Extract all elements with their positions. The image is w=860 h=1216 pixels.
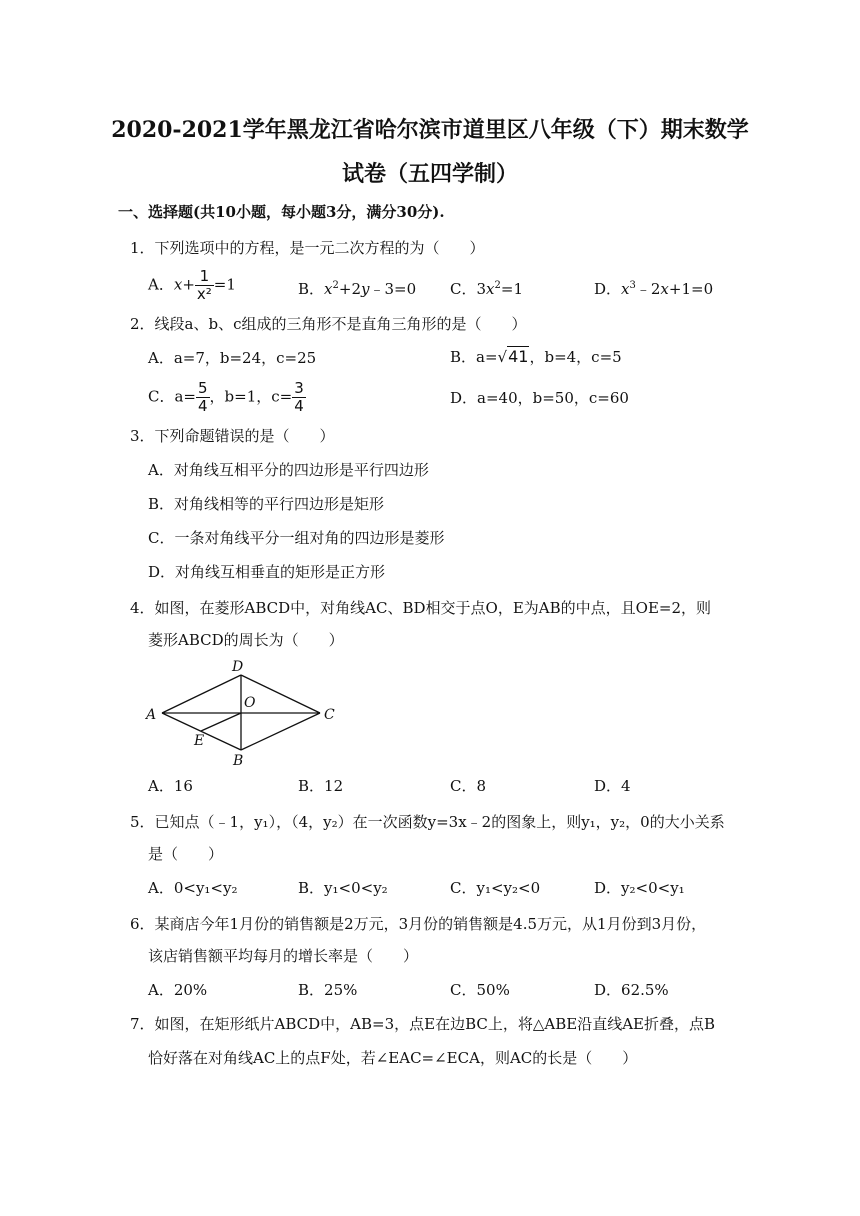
label-o: O bbox=[244, 695, 256, 711]
label-e: E bbox=[194, 733, 205, 749]
question-2-option-c bbox=[148, 380, 306, 415]
math-text: x bbox=[173, 275, 183, 294]
fraction-denominator: 4 bbox=[198, 397, 208, 415]
question-3-stem: 3．下列命题错误的是（ ） bbox=[130, 427, 335, 445]
exam-title-line1: 2020-2021学年黑龙江省哈尔滨市道里区八年级（下）期末数学 bbox=[111, 117, 749, 143]
math-text: ，b=1，c= bbox=[209, 387, 293, 406]
question-5-stem-line2: 是（ ） bbox=[148, 845, 224, 863]
question-1-option-c: C．$3x^2=1$ bbox=[450, 280, 523, 298]
option-label: A． bbox=[148, 275, 174, 294]
question-3-option-a: A．对角线互相平分的四边形是平行四边形 bbox=[148, 461, 429, 479]
section-heading: 一、选择题(共10小题，每小题3分，满分30分). bbox=[118, 203, 445, 221]
question-5-option-b: B．y₁<0<y₂ bbox=[298, 879, 388, 897]
fraction bbox=[292, 380, 306, 415]
question-4-stem-line1: 4．如图，在菱形ABCD中，对角线AC、BD相交于点O，E为AB的中点，且OE=2，则 bbox=[130, 599, 712, 617]
question-4-stem-line2: 菱形ABCD的周长为（ ） bbox=[148, 631, 344, 649]
question-6-stem-line2: 该店销售额平均每月的增长率是（ ） bbox=[148, 947, 419, 965]
question-2-option-b bbox=[450, 346, 622, 367]
question-4-option-a: A．16 bbox=[148, 777, 193, 795]
question-3-option-b: B．对角线相等的平行四边形是矩形 bbox=[148, 495, 385, 513]
question-7-stem-line2: 恰好落在对角线AC上的点F处，若∠EAC=∠ECA，则AC的长是（ ） bbox=[148, 1049, 638, 1067]
option-label: D． bbox=[594, 280, 622, 298]
question-1-option-a bbox=[148, 268, 236, 303]
side-ad bbox=[162, 675, 241, 713]
fraction-numerator: 5 bbox=[198, 379, 208, 397]
question-5-option-c: C．y₁<y₂<0 bbox=[450, 879, 541, 897]
question-4-option-d: D．4 bbox=[594, 777, 631, 795]
question-1-option-b: B．$x^2+2y﹣3=0$ bbox=[298, 280, 417, 298]
math-text: =1 bbox=[213, 275, 236, 294]
question-2-option-d: D．a=40，b=50，c=60 bbox=[450, 389, 629, 407]
question-3-option-d: D．对角线互相垂直的矩形是正方形 bbox=[148, 563, 386, 581]
fraction-numerator: 1 bbox=[195, 268, 214, 286]
fraction bbox=[196, 380, 210, 415]
question-2-option-a: A．a=7，b=24，c=25 bbox=[148, 349, 317, 367]
question-3-option-c: C．一条对角线平分一组对角的四边形是菱形 bbox=[148, 529, 445, 547]
square-root: √41 bbox=[497, 347, 529, 366]
math-text: + bbox=[182, 275, 195, 294]
label-b: B bbox=[233, 753, 244, 769]
question-4-option-c: C．8 bbox=[450, 777, 487, 795]
question-2-stem: 2．线段a、b、c组成的三角形不是直角三角形的是（ ） bbox=[130, 315, 527, 333]
math-text: ，b=4，c=5 bbox=[529, 348, 622, 366]
fraction-denominator: x² bbox=[196, 285, 212, 303]
question-5-stem-line1: 5．已知点（﹣1，y₁），（4，y₂）在一次函数y=3x﹣2的图象上，则y₁，y₂，0的大小关系 bbox=[130, 813, 725, 831]
option-label: B． bbox=[298, 280, 325, 298]
side-cb bbox=[241, 713, 320, 750]
math-text: B．a= bbox=[450, 348, 498, 366]
question-5-option-a: A．0<y₁<y₂ bbox=[148, 879, 238, 897]
question-1-stem: 1．下列选项中的方程，是一元二次方程的为（ ） bbox=[130, 239, 485, 257]
fraction-numerator: 3 bbox=[294, 379, 304, 397]
question-6-option-d: D．62.5% bbox=[594, 981, 669, 999]
segment-oe bbox=[201, 713, 241, 731]
question-6-option-c: C．50% bbox=[450, 981, 510, 999]
question-7-stem-line1: 7．如图，在矩形纸片ABCD中，AB=3，点E在边BC上，将△ABE沿直线AE折叠，点B bbox=[130, 1015, 716, 1033]
question-6-option-a: A．20% bbox=[148, 981, 208, 999]
question-1-option-d: D．$x^3﹣2x+1=0$ bbox=[594, 280, 714, 298]
math-text: C．a= bbox=[148, 387, 196, 406]
label-d: D bbox=[232, 659, 244, 675]
question-6-option-b: B．25% bbox=[298, 981, 358, 999]
rhombus-figure bbox=[140, 655, 350, 770]
label-c: C bbox=[324, 707, 335, 723]
exam-title-line2: 试卷（五四学制） bbox=[341, 161, 518, 187]
radicand: 41 bbox=[508, 347, 529, 366]
label-a: A bbox=[146, 707, 157, 723]
question-5-option-d: D．y₂<0<y₁ bbox=[594, 879, 685, 897]
question-4-option-b: B．12 bbox=[298, 777, 344, 795]
question-6-stem-line1: 6．某商店今年1月份的销售额是2万元，3月份的销售额是4.5万元，从1月份到3月份， bbox=[130, 915, 707, 933]
fraction bbox=[195, 268, 214, 303]
option-label: C． bbox=[450, 280, 477, 298]
fraction-denominator: 4 bbox=[294, 397, 304, 415]
